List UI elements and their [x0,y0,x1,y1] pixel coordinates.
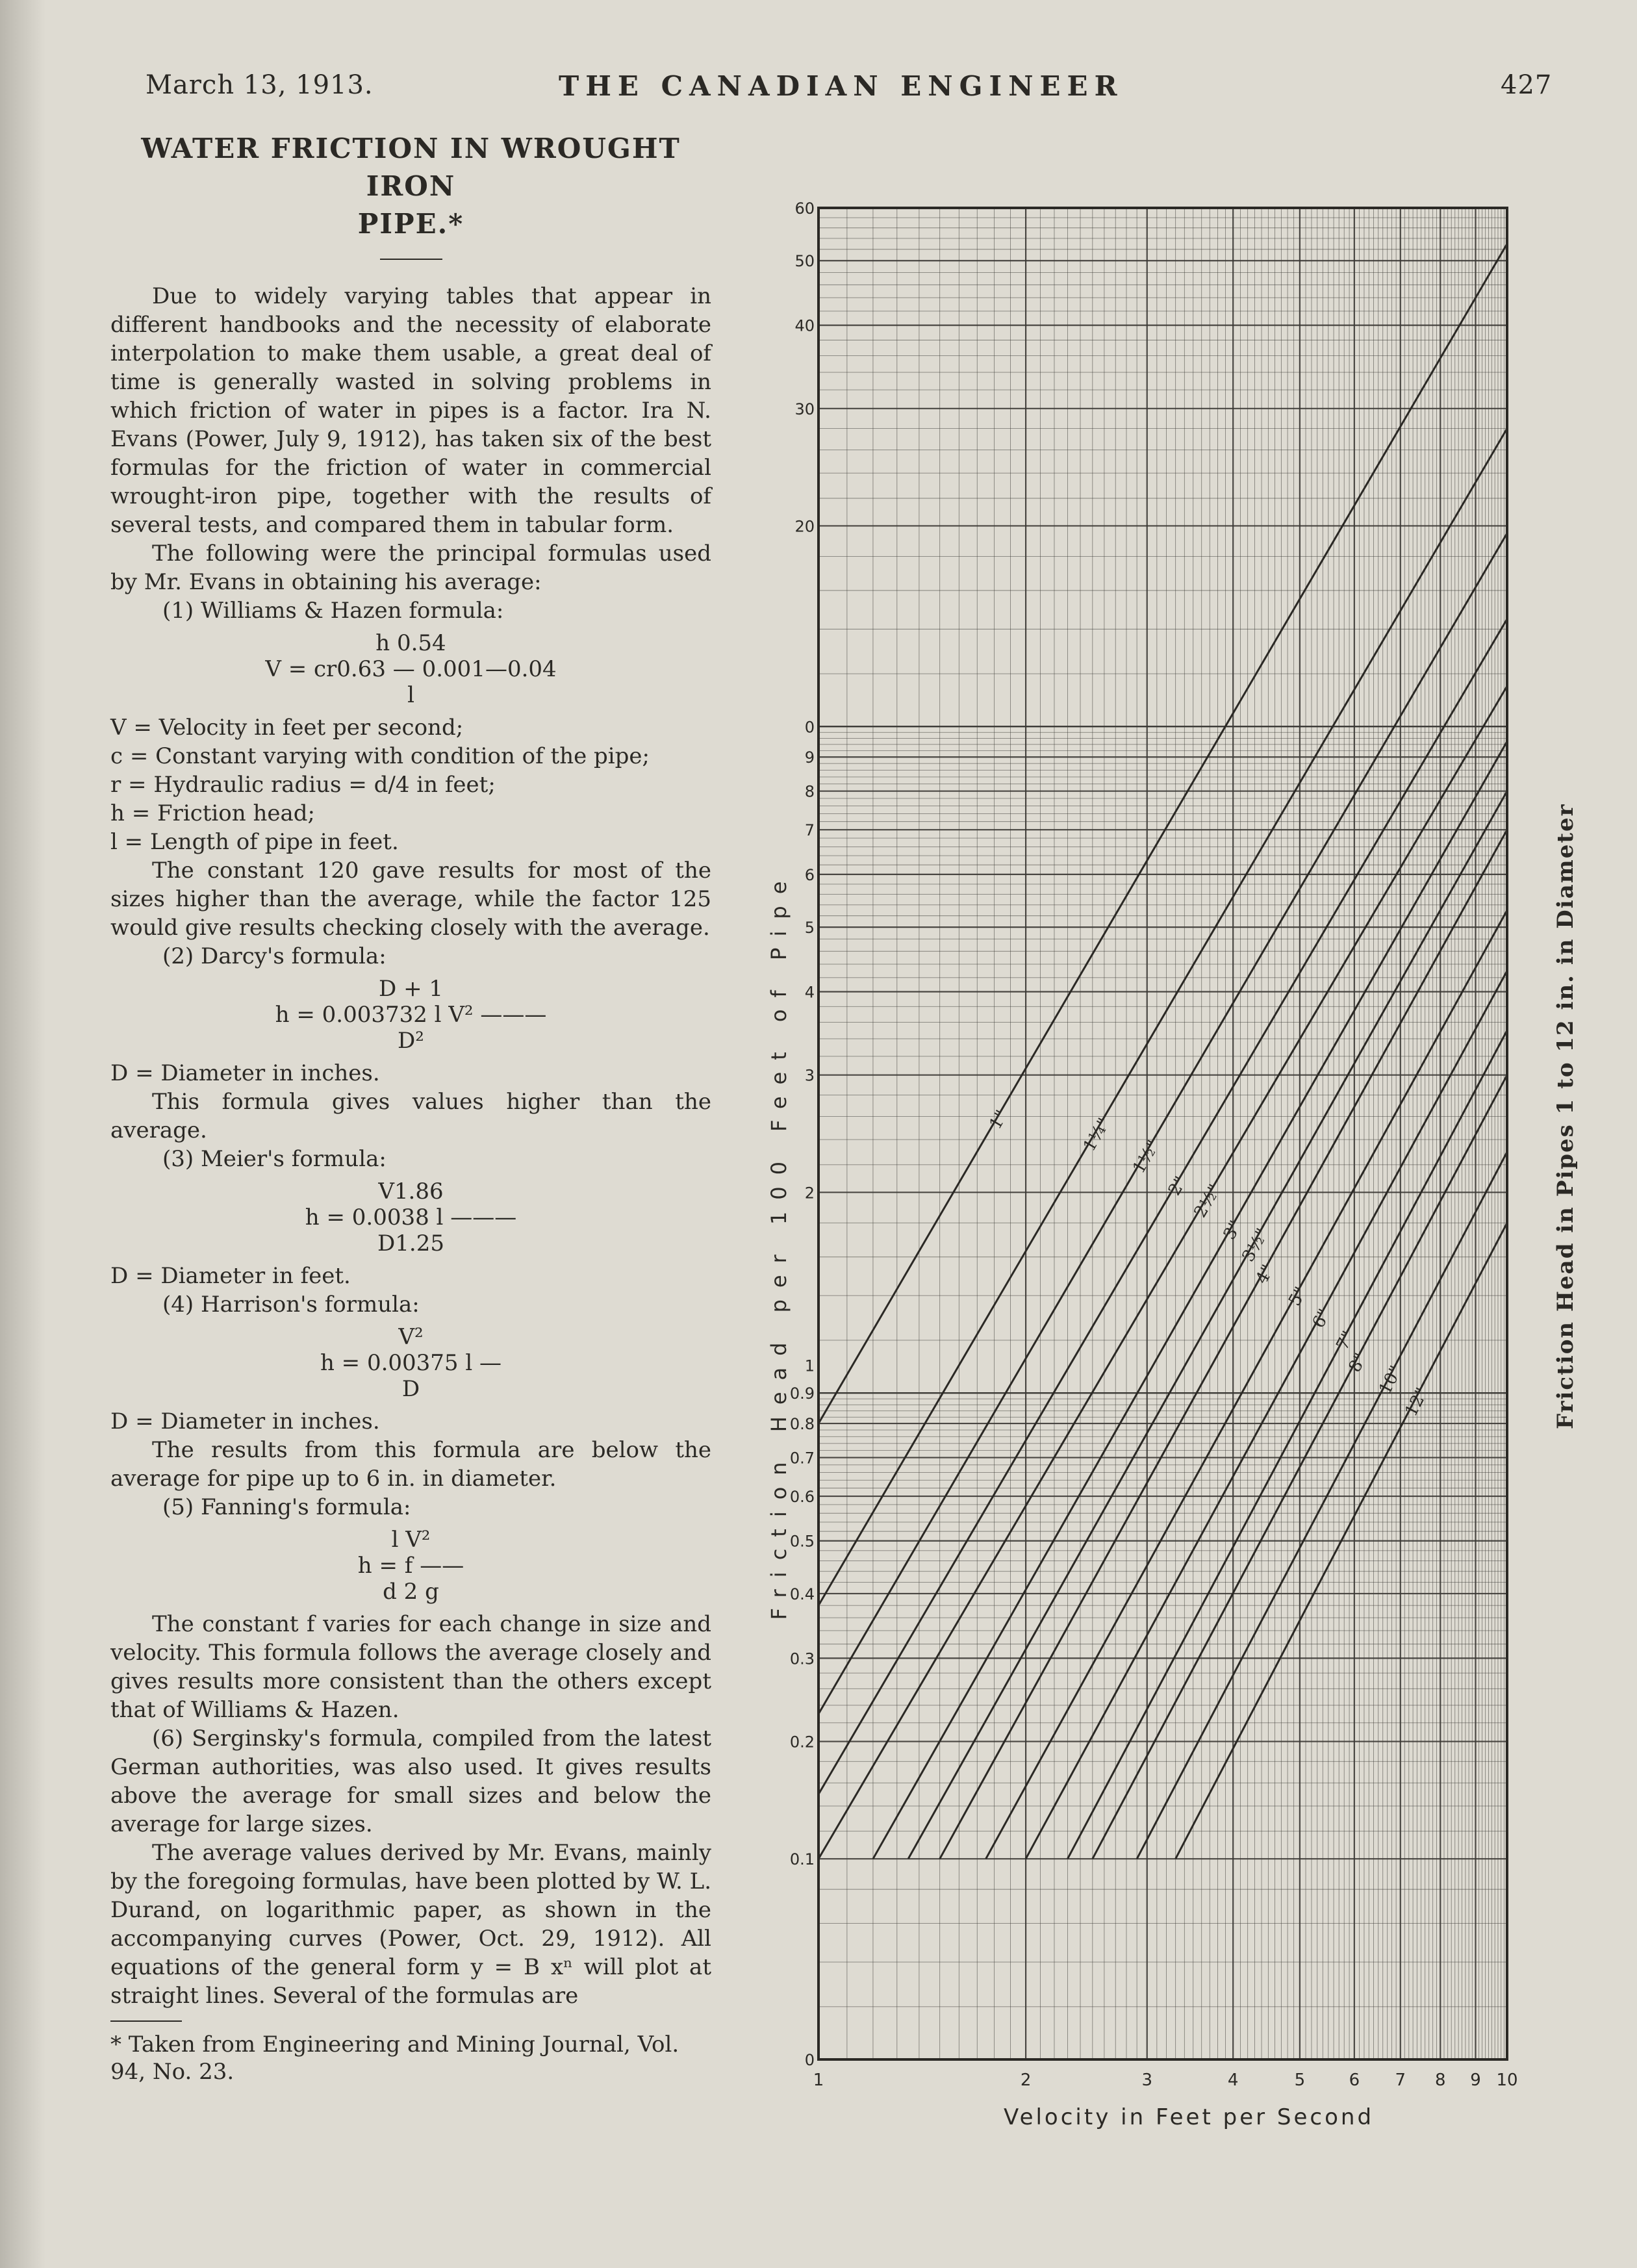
y-tick-label: 0.4 [789,1585,815,1603]
title-rule [380,259,442,260]
y-tick-label: 4 [804,983,815,1002]
formula4-top: V² [398,1324,424,1350]
formula4-title: (4) Harrison's formula: [162,1292,420,1318]
y-tick-label: 0.7 [789,1449,815,1468]
series-label: 4" [1252,1261,1278,1288]
y-tick-label: 0.9 [789,1384,815,1403]
formula1-note: The constant 120 gave results for most of the sizes higher than the average, while the factor 125 would give results checking closely with the average. [110,858,711,941]
y-tick-label: 3 [804,1066,815,1085]
formula4-bot: D [401,1376,420,1402]
series-label: 10" [1375,1362,1406,1398]
series-line [940,830,1507,1859]
y-tick-label: 60 [794,199,815,218]
x-tick-label: 5 [1294,2071,1306,2090]
page-gutter-shadow [0,0,45,2268]
formula3-top: V1.86 [378,1179,444,1204]
side-caption-text: Friction Head in Pipes 1 to 12 in. in Diameter [1553,803,1579,1429]
formula5 [110,1527,711,1605]
y-tick-label: 0.1 [789,1850,815,1869]
series-label: 8" [1345,1350,1371,1376]
formula3-def: D = Diameter in feet. [110,1263,351,1289]
intro-paragraph: Due to widely varying tables that appear in different handbooks and the necessity of elaborate interpolation to make them usable, a great deal of time is generally wasted in solving problems in which friction of water in pipes is a factor. Ira N. Evans (Power, July 9, 1912), has taken six of the best formulas for the friction of water in commercial wrought-iron pipe, together with the results of several tests, and compared them in tabular form. [110,283,711,538]
friction-chart [741,162,1546,2137]
article-title-line1: WATER FRICTION IN WROUGHT IRON [141,133,681,202]
chart-x-axis-label: Velocity in Feet per Second [1003,2104,1375,2130]
y-tick-label: 1 [804,1357,815,1375]
formula5-top: l V² [391,1527,431,1553]
series-label: 6" [1308,1305,1335,1332]
formula2-note: This formula gives values higher than the average. [110,1089,711,1143]
x-tick-label: 9 [1470,2071,1481,2090]
y-tick-label: 9 [804,748,815,767]
series-line [1026,971,1507,1859]
formula2-def: D = Diameter in inches. [110,1060,380,1086]
formula2 [110,976,711,1054]
y-tick-label: 0.5 [789,1532,815,1551]
chart-y-axis-label: Friction Head per 100 Feet of Pipe [767,869,791,1620]
formula5-bot: d 2 g [383,1579,439,1605]
formula1-def-l: l = Length of pipe in feet. [110,829,399,855]
formula3-title: (3) Meier's formula: [162,1146,387,1172]
formula1-def-v: V = Velocity in feet per second; [110,715,464,741]
header-page-number: 427 [1501,70,1553,100]
y-tick-label: 0.6 [789,1488,815,1507]
series-label: 2" [1165,1173,1191,1199]
formula2-title: (2) Darcy's formula: [162,943,387,969]
formula1-top: h 0.54 [375,630,446,656]
series-label: 7" [1332,1328,1359,1354]
closing-paragraph: The average values derived by Mr. Evans, mainly by the foregoing formulas, have been plotted by W. L. Durand, on logarithmic paper, as shown in the accompanying curves (Power, Oct. 29, 1912). All equations of the general form y = B xⁿ will plot at straight lines. Several of the formulas are [110,1840,711,2009]
formula1-def-r: r = Hydraulic radius = d/4 in feet; [110,772,496,798]
formula1-mid: V = cr0.63 — 0.001—0.04 [265,656,557,682]
formula2-bot: D² [398,1028,424,1054]
x-tick-label: 10 [1496,2071,1518,2090]
x-tick-label: 3 [1141,2071,1153,2090]
chart-series [818,244,1507,1859]
formula1 [110,630,711,708]
series-label: 1¼" [1080,1115,1115,1155]
y-tick-label: 2 [804,1184,815,1203]
formula4-note: The results from this formula are below the average for pipe up to 6 in. in diameter. [110,1437,711,1492]
header-date: March 13, 1913. [146,70,374,100]
y-tick-label: 0 [804,718,815,737]
article-column [110,130,711,2085]
x-tick-label: 8 [1435,2071,1446,2090]
series-line [873,741,1507,1859]
y-tick-label: 40 [794,316,815,335]
y-tick-label: 5 [804,919,815,937]
formula2-mid: h = 0.003732 l V² ——— [275,1002,547,1028]
formula1-bot: l [407,682,414,708]
header-journal-title: THE CANADIAN ENGINEER [559,70,1124,102]
formula3 [110,1179,711,1256]
series-label: 12" [1401,1384,1432,1420]
y-tick-label: 6 [804,865,815,884]
formula1-def-h: h = Friction head; [110,800,315,826]
formula1-def-c: c = Constant varying with condition of the pipe; [110,743,650,769]
article-title-line2: PIPE.* [357,208,464,240]
formula3-bot: D1.25 [377,1230,444,1256]
series-label: 1½" [1129,1137,1164,1177]
x-tick-label: 4 [1227,2071,1239,2090]
y-tick-label: 20 [794,517,815,536]
page-header [0,70,1637,116]
y-tick-label: 0.3 [789,1650,815,1668]
series-label: 3" [1219,1217,1246,1243]
formula1-title: (1) Williams & Hazen formula: [162,598,504,624]
y-tick-label: 30 [794,400,815,418]
footnote-rule [110,2020,182,2022]
y-tick-label: 50 [794,252,815,271]
x-tick-label: 1 [813,2071,824,2090]
formula5-title: (5) Fanning's formula: [162,1494,411,1520]
formula6-note: (6) Serginsky's formula, compiled from the latest German authorities, was also used. It gives results above the average for small sizes and below the average for large sizes. [110,1726,711,1837]
series-line [818,686,1507,1859]
x-tick-label: 7 [1395,2071,1406,2090]
x-tick-label: 6 [1349,2071,1360,2090]
series-label: 2½" [1190,1181,1225,1221]
series-line [818,244,1507,1423]
formula4 [110,1324,711,1402]
series-label: 5" [1285,1283,1312,1310]
y-tick-label: 7 [804,821,815,840]
formula4-def: D = Diameter in inches. [110,1408,380,1434]
y-tick-label: 0.8 [789,1415,815,1434]
y-tick-label: 0.2 [789,1733,815,1752]
formula4-mid: h = 0.00375 l — [320,1350,502,1376]
y-tick-label: 0 [804,2051,815,2069]
x-tick-label: 2 [1020,2071,1032,2090]
series-label: 1" [985,1106,1012,1133]
series-label: 3½" [1238,1225,1273,1266]
formulas-intro: The following were the principal formulas used by Mr. Evans in obtaining his average: [110,541,711,595]
footnote: * Taken from Engineering and Mining Journal, Vol. 94, No. 23. [110,2032,679,2085]
formula5-note: The constant f varies for each change in size and velocity. This formula follows the average closely and gives results more consistent than the others except that of Williams & Hazen. [110,1611,711,1723]
formula3-mid: h = 0.0038 l ——— [305,1204,517,1230]
formula5-mid: h = f —— [357,1553,464,1579]
chart-frame [818,208,1507,2059]
formula2-top: D + 1 [379,976,443,1002]
y-tick-label: 8 [804,782,815,801]
chart-grid [818,208,1507,2059]
